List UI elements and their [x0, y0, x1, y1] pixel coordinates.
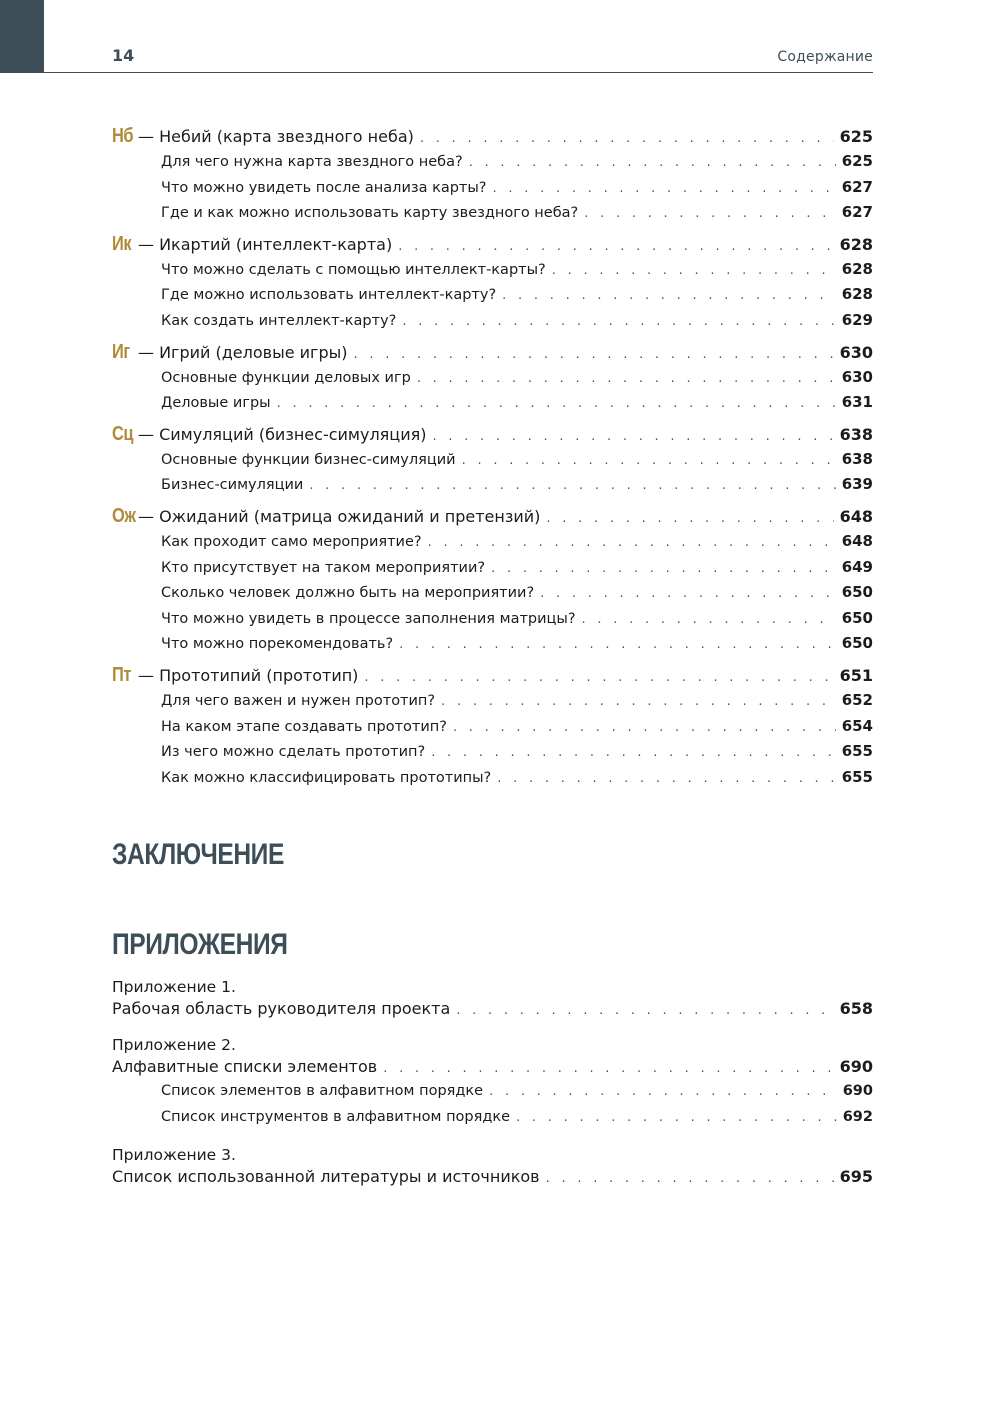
- toc-entry-title: — Игрий (деловые игры): [138, 342, 348, 362]
- appendix-list: [112, 975, 873, 1201]
- toc-subentry-page: 627: [841, 203, 873, 222]
- dot-leader: [431, 745, 836, 760]
- dot-leader: [502, 288, 836, 303]
- appendix-page: 690: [839, 1057, 873, 1076]
- toc-entry[interactable]: [112, 233, 873, 260]
- toc-section: [112, 664, 873, 793]
- toc-entry[interactable]: [112, 423, 873, 450]
- appendix-title-row[interactable]: [112, 1167, 873, 1193]
- toc-subentry[interactable]: [112, 717, 873, 743]
- toc-section: [112, 233, 873, 337]
- appendices-heading[interactable]: ПРИЛОЖЕНИЯ: [112, 928, 288, 961]
- appendix-page: 658: [839, 999, 873, 1018]
- dot-leader: [462, 453, 836, 468]
- dot-leader: [552, 263, 836, 278]
- toc-subentry[interactable]: [112, 691, 873, 717]
- toc-subentry[interactable]: [112, 450, 873, 476]
- dot-leader: [441, 694, 836, 709]
- element-abbreviation: Ож: [112, 504, 136, 527]
- toc-subentry-page: 628: [841, 259, 873, 278]
- toc-subentry[interactable]: [112, 634, 873, 660]
- appendix-subentry-page: 690: [842, 1083, 873, 1099]
- toc-subentry-title: Основные функции бизнес-симуляций: [161, 451, 456, 468]
- toc-subentry-page: 648: [841, 531, 873, 550]
- toc-entry-title: — Ожиданий (матрица ожиданий и претензий): [138, 506, 541, 526]
- appendix-label: Приложение 3.: [112, 1146, 236, 1164]
- toc-entry-title: — Небий (карта звездного неба): [138, 127, 414, 146]
- toc-subentry-title: Что можно увидеть после анализа карты?: [161, 179, 487, 196]
- element-abbreviation: Иг: [112, 340, 130, 363]
- dot-leader: [582, 612, 836, 627]
- table-of-contents: [112, 125, 873, 797]
- toc-entry-page: 638: [839, 424, 873, 444]
- appendix-subentry[interactable]: [112, 1109, 873, 1135]
- dot-leader: [456, 1003, 833, 1018]
- toc-subentry[interactable]: [112, 311, 873, 337]
- toc-subentry[interactable]: [112, 260, 873, 286]
- appendix-subentry-title: Список инструментов в алфавитном порядке: [161, 1109, 511, 1125]
- toc-subentry-page: 655: [841, 767, 873, 786]
- appendix-subentry[interactable]: [112, 1083, 873, 1109]
- dot-leader: [489, 1084, 837, 1099]
- toc-subentry[interactable]: [112, 768, 873, 794]
- dot-leader: [432, 429, 833, 444]
- toc-subentry[interactable]: [112, 393, 873, 419]
- toc-subentry[interactable]: [112, 285, 873, 311]
- toc-entry-page: 651: [839, 665, 873, 685]
- appendix-entry: [112, 1033, 873, 1135]
- appendix-entry: [112, 1143, 873, 1193]
- toc-subentry-title: Как можно классифицировать прототипы?: [161, 769, 492, 786]
- dot-leader: [497, 771, 835, 786]
- element-abbreviation: Нб: [112, 125, 134, 147]
- toc-entry-page: 628: [839, 234, 873, 254]
- toc-subentry-title: Что можно увидеть в процессе заполнения матрицы?: [161, 610, 576, 627]
- toc-subentry-page: 655: [841, 742, 873, 761]
- dot-leader: [354, 347, 834, 362]
- toc-subentry-title: Где можно использовать интеллект-карту?: [161, 287, 497, 304]
- toc-subentry-page: 652: [841, 690, 873, 709]
- appendix-title-row[interactable]: [112, 999, 873, 1025]
- toc-entry-title: — Прототипий (прототип): [138, 665, 359, 685]
- dot-leader: [584, 206, 835, 221]
- toc-subentry[interactable]: [112, 583, 873, 609]
- toc-subentry-title: Для чего важен и нужен прототип?: [161, 692, 436, 709]
- toc-subentry-page: 625: [841, 152, 873, 170]
- toc-subentry[interactable]: [112, 558, 873, 584]
- toc-subentry-page: 654: [841, 716, 873, 735]
- dot-leader: [428, 535, 836, 550]
- toc-subentry[interactable]: [112, 609, 873, 635]
- toc-subentry-page: 627: [841, 177, 873, 196]
- dot-leader: [383, 1061, 833, 1076]
- toc-section: [112, 505, 873, 660]
- toc-subentry-page: 649: [841, 557, 873, 576]
- toc-subentry[interactable]: [112, 178, 873, 204]
- toc-subentry-title: На каком этапе создавать прототип?: [161, 718, 447, 735]
- appendix-title: Рабочая область руководителя проекта: [112, 999, 451, 1018]
- toc-subentry-page: 650: [841, 608, 873, 627]
- header-corner-block: [0, 0, 44, 73]
- dot-leader: [546, 1171, 834, 1186]
- appendix-label: Приложение 2.: [112, 1036, 236, 1054]
- toc-subentry-title: Где и как можно использовать карту звездного неба?: [161, 205, 579, 222]
- toc-entry-title: — Икартий (интеллект-карта): [138, 234, 393, 254]
- appendix-entry: [112, 975, 873, 1025]
- toc-entry-page: 648: [839, 506, 873, 526]
- toc-entry-title: — Симуляций (бизнес-симуляция): [138, 424, 427, 444]
- dot-leader: [493, 181, 836, 196]
- toc-subentry-title: Сколько человек должно быть на мероприятии?: [161, 585, 535, 602]
- toc-subentry-title: Что можно порекомендовать?: [161, 636, 394, 653]
- toc-section: [112, 125, 873, 229]
- element-abbreviation: Сц: [112, 422, 134, 445]
- toc-entry[interactable]: [112, 505, 873, 532]
- toc-subentry-title: Что можно сделать с помощью интеллект-карты?: [161, 261, 546, 278]
- dot-leader: [516, 1110, 837, 1125]
- toc-subentry-page: 650: [841, 634, 873, 653]
- toc-entry-page: 630: [839, 342, 873, 362]
- toc-subentry-title: Как проходит само мероприятие?: [161, 533, 422, 550]
- dot-leader: [364, 670, 833, 685]
- toc-subentry[interactable]: [112, 475, 873, 501]
- dot-leader: [491, 561, 836, 576]
- toc-subentry-title: Деловые игры: [161, 395, 271, 412]
- appendix-page: 695: [839, 1167, 873, 1186]
- toc-subentry-page: 629: [841, 310, 873, 329]
- dot-leader: [546, 511, 833, 526]
- appendix-title: Алфавитные списки элементов: [112, 1057, 378, 1076]
- dot-leader: [277, 396, 836, 411]
- toc-entry[interactable]: [112, 664, 873, 691]
- toc-subentry[interactable]: [112, 203, 873, 229]
- toc-subentry[interactable]: [112, 742, 873, 768]
- toc-subentry[interactable]: [112, 152, 873, 178]
- toc-subentry-page: 638: [841, 449, 873, 468]
- toc-section: [112, 423, 873, 501]
- dot-leader: [402, 314, 835, 329]
- toc-subentry-page: 631: [841, 393, 873, 412]
- toc-entry[interactable]: [112, 341, 873, 368]
- dot-leader: [453, 720, 836, 735]
- dot-leader: [398, 239, 833, 254]
- dot-leader: [420, 131, 834, 146]
- dot-leader: [417, 371, 836, 386]
- toc-subentry-title: Из чего можно сделать прототип?: [161, 744, 426, 761]
- element-abbreviation: Пт: [112, 663, 132, 686]
- dot-leader: [309, 478, 835, 493]
- toc-subentry-page: 639: [841, 475, 873, 494]
- running-head: Содержание: [777, 49, 873, 65]
- conclusion-heading[interactable]: ЗАКЛЮЧЕНИЕ: [112, 838, 284, 871]
- toc-subentry[interactable]: [112, 368, 873, 394]
- toc-subentry-title: Основные функции деловых игр: [161, 369, 411, 386]
- element-abbreviation: Ик: [112, 232, 132, 255]
- header-rule: [44, 72, 873, 73]
- toc-subentry-title: Кто присутствует на таком мероприятии?: [161, 559, 486, 576]
- toc-entry-page: 625: [839, 127, 873, 146]
- dot-leader: [540, 586, 836, 601]
- toc-subentry-page: 630: [841, 367, 873, 386]
- toc-subentry[interactable]: [112, 532, 873, 558]
- appendix-title-row[interactable]: [112, 1057, 873, 1083]
- appendix-subentry-title: Список элементов в алфавитном порядке: [161, 1083, 484, 1099]
- toc-subentry-page: 650: [841, 583, 873, 602]
- page-number: 14: [112, 46, 135, 65]
- toc-subentry-title: Для чего нужна карта звездного неба?: [161, 154, 463, 170]
- dot-leader: [399, 637, 836, 652]
- toc-section: [112, 341, 873, 419]
- appendix-title: Список использованной литературы и источников: [112, 1167, 540, 1186]
- toc-entry[interactable]: [112, 125, 873, 152]
- dot-leader: [469, 155, 836, 170]
- appendix-label: Приложение 1.: [112, 978, 236, 996]
- toc-subentry-title: Как создать интеллект-карту?: [161, 312, 397, 329]
- toc-subentry-page: 628: [841, 285, 873, 304]
- appendix-subentry-page: 692: [842, 1109, 873, 1125]
- toc-subentry-title: Бизнес-симуляции: [161, 477, 304, 494]
